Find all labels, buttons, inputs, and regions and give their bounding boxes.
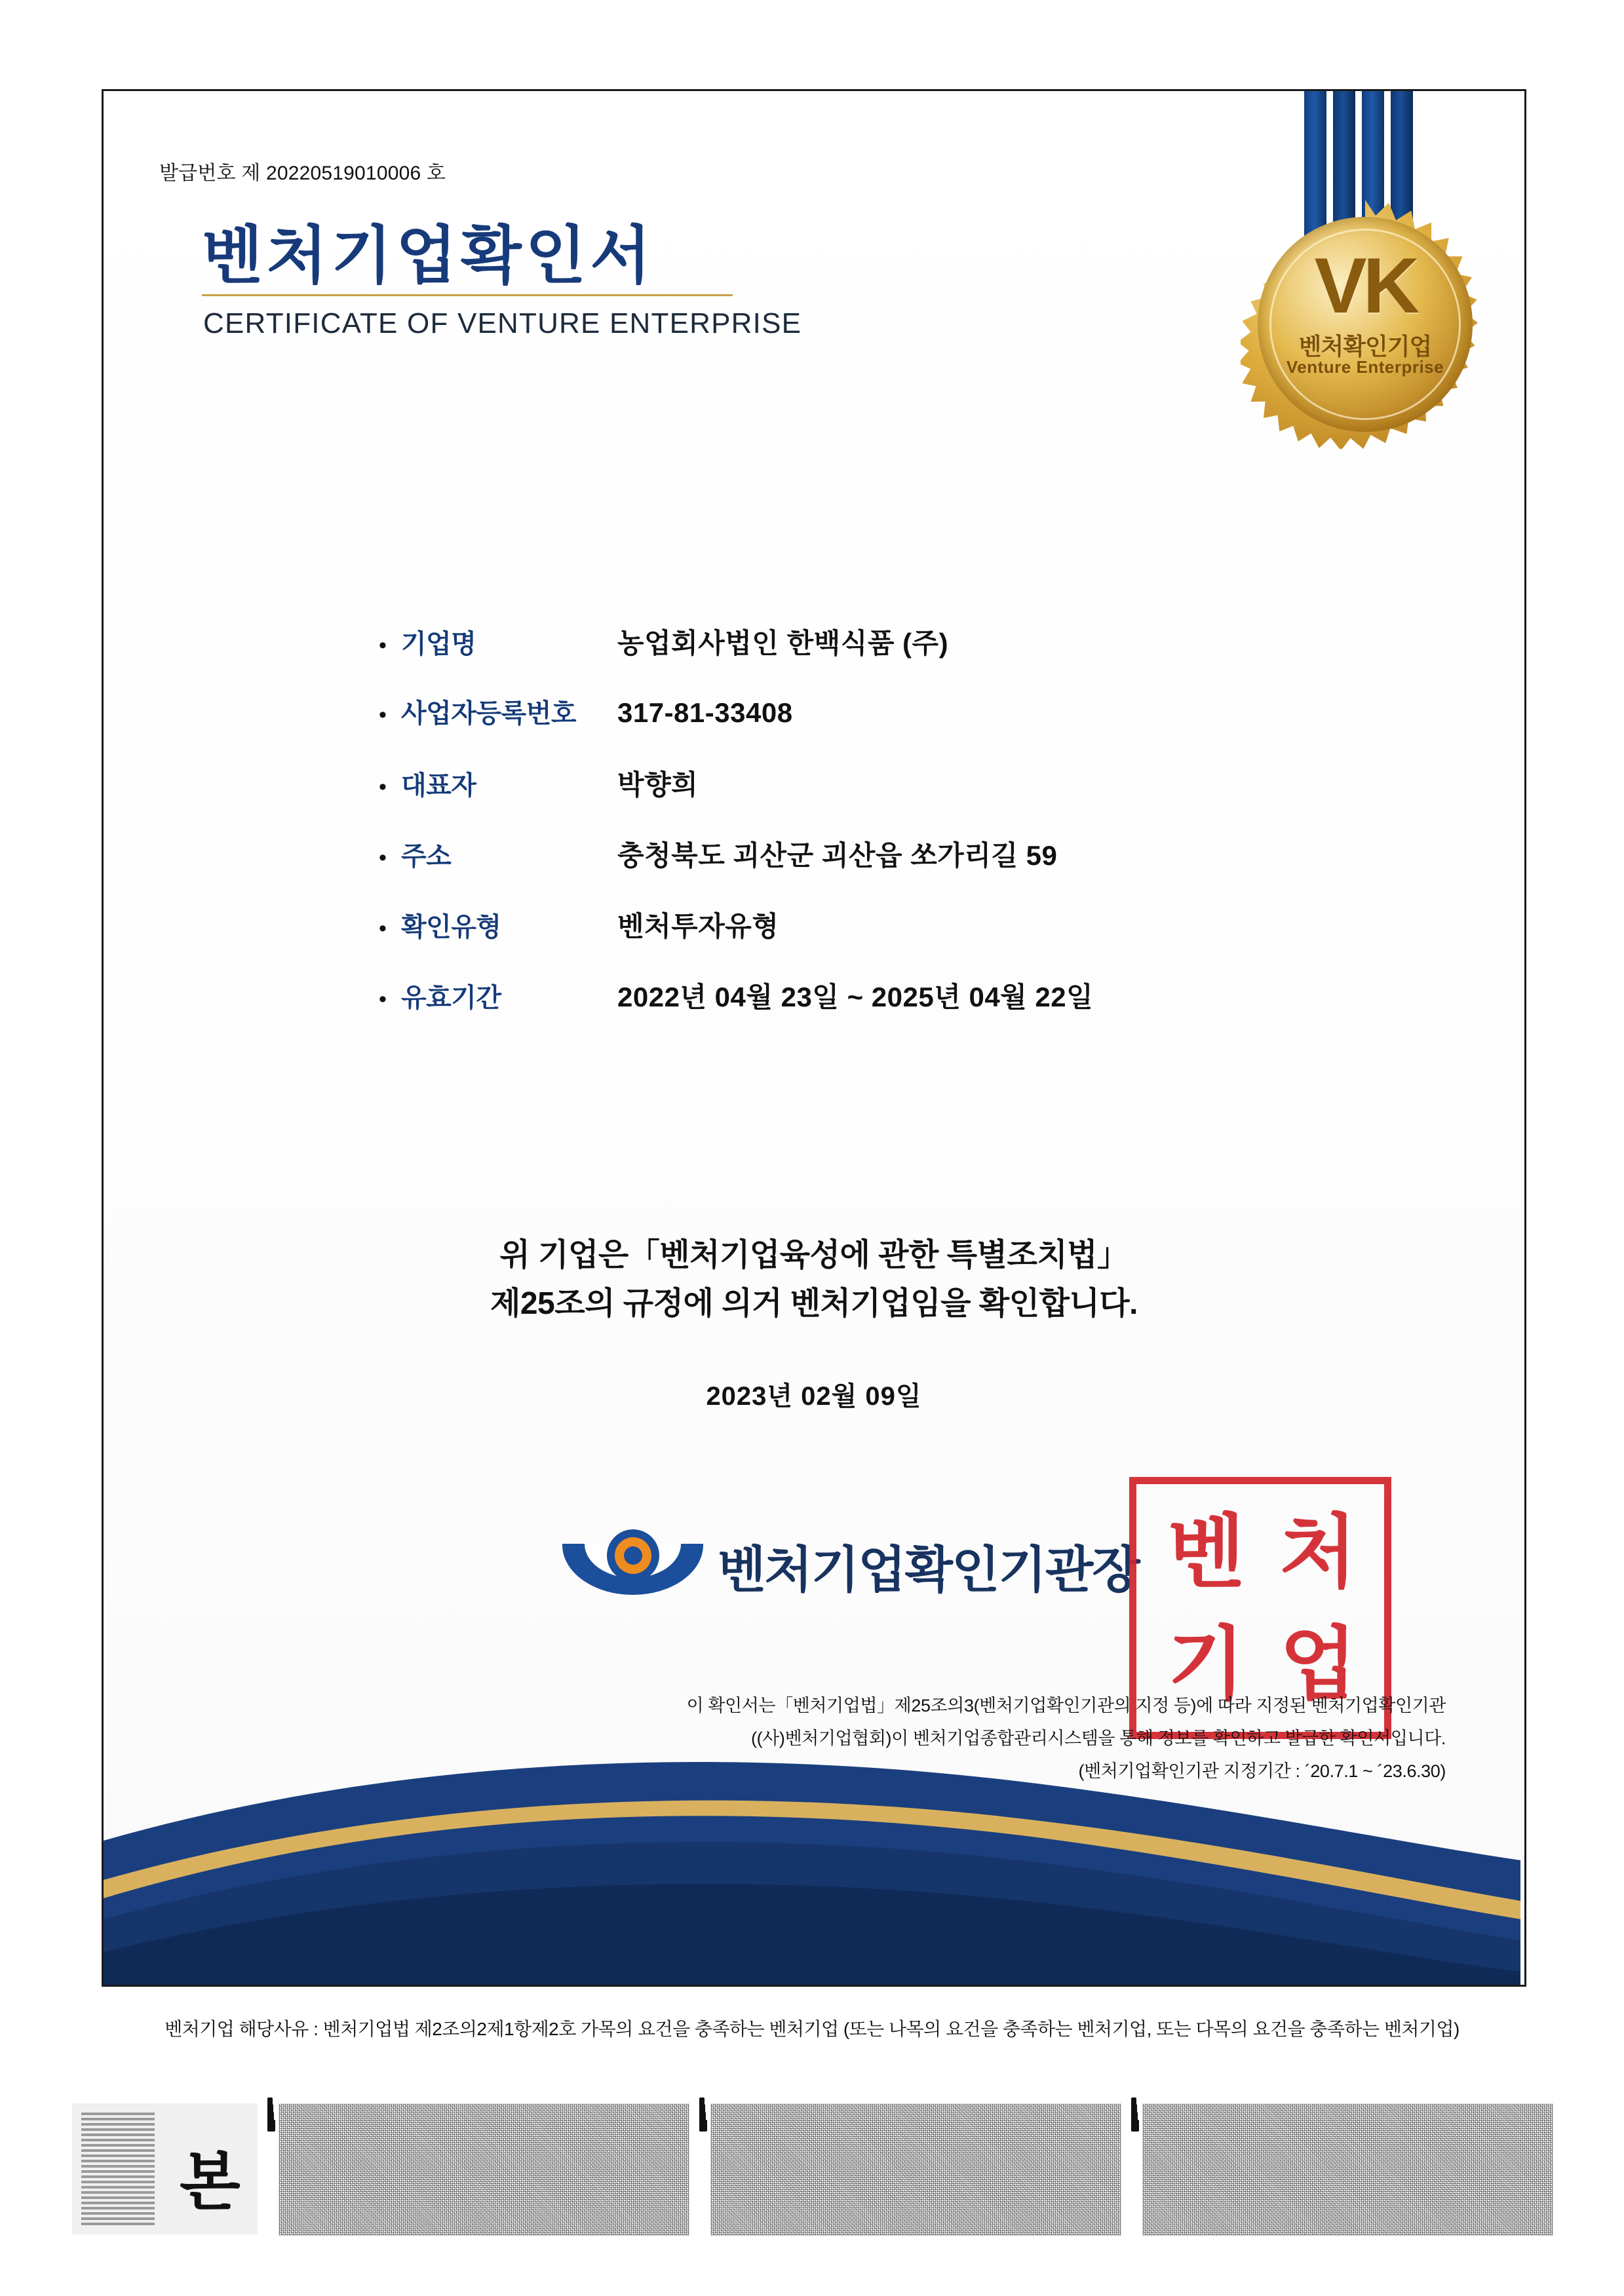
agency-logo-icon xyxy=(562,1529,703,1601)
bullet-icon: • xyxy=(379,633,387,658)
logo-circle-inner xyxy=(624,1546,642,1565)
certificate-fields xyxy=(379,622,1427,1046)
security-strip xyxy=(72,2103,1553,2238)
field-value: 벤처투자유형 xyxy=(617,911,779,942)
gold-seal-icon xyxy=(1241,200,1490,449)
seal-label-en: Venture Enterprise xyxy=(1286,357,1444,377)
issue-number: 발급번호 제 20220519010006 호 xyxy=(159,163,446,184)
bullet-icon: • xyxy=(379,845,387,870)
stamp-char: 업 xyxy=(1279,1619,1353,1709)
field-row xyxy=(379,693,1427,763)
corner-marker-icon xyxy=(699,2096,739,2135)
security-noise-block xyxy=(279,2103,689,2236)
copy-mark-box xyxy=(72,2103,258,2234)
security-noise-block xyxy=(710,2103,1121,2236)
field-label: 기업명 xyxy=(401,630,476,659)
field-value: 박향희 xyxy=(617,769,699,800)
corner-marker-icon xyxy=(267,2096,307,2135)
statement-line-2: 제25조의 규정에 의거 벤처기업임을 확인합니다. xyxy=(490,1286,1138,1322)
bullet-icon: • xyxy=(379,775,387,799)
corner-marker-icon xyxy=(1131,2096,1170,2135)
field-value: 317-81-33408 xyxy=(617,697,793,728)
field-label: 대표자 xyxy=(401,771,476,800)
field-value: 농업회사법인 한백식품 (주) xyxy=(617,628,949,659)
footnote-line-2: ((사)벤처기업협회)이 벤처기업종합관리시스템을 통해 정보를 확인하고 발급한 확인서입니다. xyxy=(751,1729,1446,1749)
certificate-frame xyxy=(102,89,1526,1987)
stamp-char: 벤 xyxy=(1167,1507,1241,1597)
security-noise-block xyxy=(1142,2103,1553,2236)
security-pattern-icon xyxy=(81,2113,155,2225)
agency-name: 벤처기업확인기관장 xyxy=(718,1542,1139,1598)
stamp-char: 기 xyxy=(1167,1619,1241,1709)
seal-monogram: VK xyxy=(1314,242,1416,330)
field-row xyxy=(379,834,1427,905)
field-label: 사업자등록번호 xyxy=(401,699,576,728)
field-label: 유효기간 xyxy=(401,984,501,1012)
field-value: 충청북도 괴산군 괴산읍 쏘가리길 59 xyxy=(617,840,1058,871)
certificate-statement xyxy=(104,1231,1524,1329)
ribbon-seal-group xyxy=(1205,89,1493,560)
issuing-agency xyxy=(562,1529,1139,1601)
statement-line-1: 위 기업은「벤처기업육성에 관한 특별조치법」 xyxy=(499,1238,1129,1272)
field-value: 2022년 04월 23일 ~ 2025년 04월 22일 xyxy=(617,982,1094,1012)
stamp-char: 처 xyxy=(1279,1507,1353,1597)
seal-label-ko: 벤처확인기업 xyxy=(1298,333,1432,360)
bullet-icon: • xyxy=(379,916,387,941)
page-subtitle: CERTIFICATE OF VENTURE ENTERPRISE xyxy=(203,307,802,339)
field-label: 확인유형 xyxy=(401,913,501,942)
field-row xyxy=(379,976,1427,1046)
wave-decoration xyxy=(104,1644,1520,1985)
field-row xyxy=(379,622,1427,693)
bullet-icon: • xyxy=(379,987,387,1012)
field-row xyxy=(379,905,1427,976)
footnote-line-1: 이 확인서는「벤처기업법」제25조의3(벤처기업확인기관의 지정 등)에 따라 지정된 벤처기업확인기관 xyxy=(686,1696,1446,1716)
eligibility-note: 벤처기업 해당사유 : 벤처기업법 제2조의2제1항제2호 가목의 요건을 충족하는 벤처기업 (또는 나목의 요건을 충족하는 벤처기업, 또는 다목의 요건을 충족하는 벤처기업) xyxy=(164,2019,1460,2039)
issue-date: 2023년 02월 09일 xyxy=(706,1382,922,1411)
page-title: 벤처기업확인서 xyxy=(202,221,655,291)
footnote-line-3: (벤처기업확인기관 지정기간 : ´20.7.1 ~ ´23.6.30) xyxy=(1078,1761,1446,1782)
field-label: 주소 xyxy=(401,842,452,871)
bullet-icon: • xyxy=(379,702,387,727)
title-divider xyxy=(202,294,733,296)
field-row xyxy=(379,763,1427,834)
copy-mark-label: 본 xyxy=(180,2147,241,2217)
